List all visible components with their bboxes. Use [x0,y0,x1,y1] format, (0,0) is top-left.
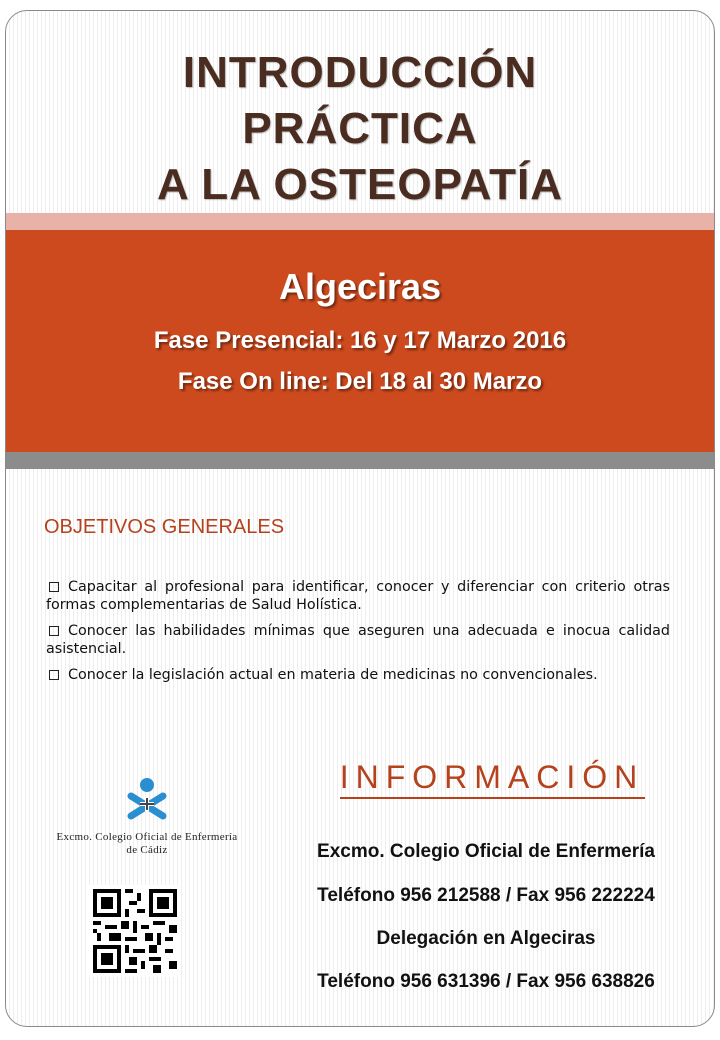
info-phone-fax-delegation: Teléfono 956 631396 / Fax 956 638826 [317,971,655,992]
info-underline [340,797,645,799]
phase-online: Fase On line: Del 18 al 30 Marzo [177,368,543,395]
checkbox-bullet-icon [49,582,59,592]
objectives-list [46,578,670,692]
objective-item: Capacitar al profesional para identificar, conocer y diferenciar con criterio otras formas complementarias de Salud Holística. [46,579,670,613]
phase-presencial: Fase Presencial: 16 y 17 Marzo 2016 [153,327,567,354]
logo-text-line-1: Excmo. Colegio Oficial de Enfermería [56,831,238,843]
title-line-1: INTRODUCCIÓN [182,48,538,97]
college-logo [19,776,275,856]
poster-frame [5,10,715,1027]
objectives-heading: OBJETIVOS GENERALES [44,516,285,538]
nurse-figure-icon [19,776,275,826]
top-accent-bar [6,213,714,230]
info-delegation: Delegación en Algeciras [376,928,596,949]
event-city: Algeciras [278,266,442,307]
info-heading: INFORMACIÓN [339,759,645,795]
poster-title [6,45,714,213]
checkbox-bullet-icon [49,670,59,680]
checkbox-bullet-icon [49,626,59,636]
qr-code-icon [89,885,181,977]
title-line-3: A LA OSTEOPATÍA [156,160,564,209]
objective-item: Conocer las habilidades mínimas que aseguren una adecuada e inocua calidad asistencial. [46,623,670,657]
info-phone-fax-main: Teléfono 956 212588 / Fax 956 222224 [317,885,655,906]
bottom-accent-bar [6,452,714,469]
info-organization: Excmo. Colegio Oficial de Enfermería [317,841,655,862]
title-line-2: PRÁCTICA [242,104,478,153]
logo-text-line-2: de Cádiz [126,844,168,856]
objective-item: Conocer la legislación actual en materia de medicinas no convencionales. [46,666,670,684]
